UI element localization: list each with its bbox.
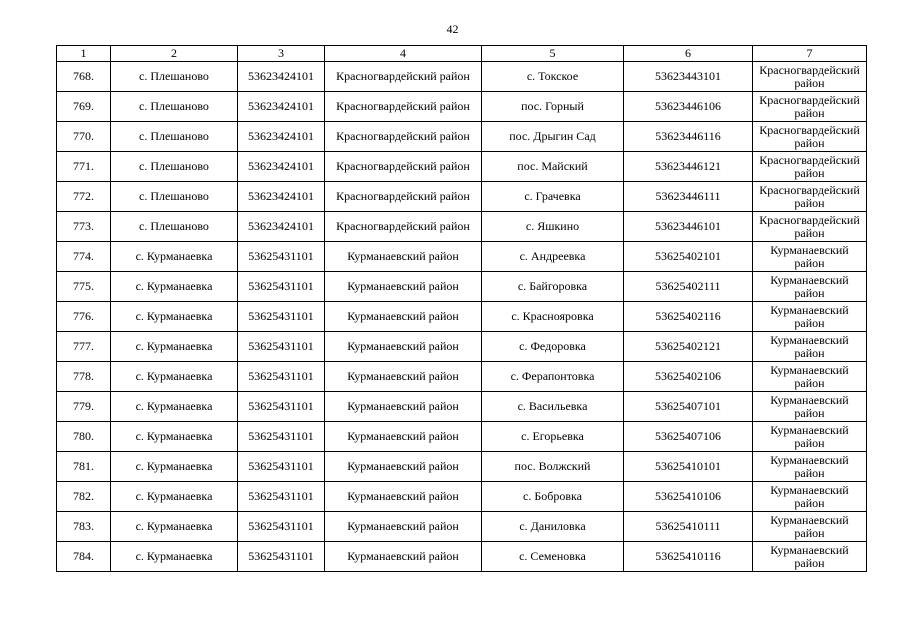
- column-header: 2: [111, 46, 238, 62]
- destination-settlement-cell: с. Васильевка: [482, 392, 624, 422]
- destination-settlement-cell: пос. Волжский: [482, 452, 624, 482]
- table-row: [57, 332, 867, 362]
- destination-district-cell: Красногвардейский район: [753, 62, 867, 92]
- destination-district-cell: Красногвардейский район: [753, 152, 867, 182]
- table-row: [57, 122, 867, 152]
- table-row: [57, 62, 867, 92]
- column-header: 6: [624, 46, 753, 62]
- origin-oktmo-cell: 53625431101: [238, 422, 325, 452]
- row-number-cell: 773.: [57, 212, 111, 242]
- column-header: 7: [753, 46, 867, 62]
- destination-district-cell: Курманаевский район: [753, 362, 867, 392]
- table-row: [57, 452, 867, 482]
- origin-oktmo-cell: 53623424101: [238, 62, 325, 92]
- table-row: [57, 152, 867, 182]
- table-row: [57, 182, 867, 212]
- origin-district-cell: Курманаевский район: [325, 362, 482, 392]
- origin-district-cell: Курманаевский район: [325, 272, 482, 302]
- origin-district-cell: Курманаевский район: [325, 542, 482, 572]
- destination-oktmo-cell: 53625402121: [624, 332, 753, 362]
- destination-settlement-cell: пос. Майский: [482, 152, 624, 182]
- column-header: 1: [57, 46, 111, 62]
- origin-settlement-cell: с. Курманаевка: [111, 452, 238, 482]
- destination-district-cell: Курманаевский район: [753, 242, 867, 272]
- destination-settlement-cell: с. Даниловка: [482, 512, 624, 542]
- table-row: [57, 392, 867, 422]
- origin-settlement-cell: с. Курманаевка: [111, 272, 238, 302]
- settlements-table: [56, 45, 867, 572]
- origin-settlement-cell: с. Курманаевка: [111, 332, 238, 362]
- destination-settlement-cell: с. Бобровка: [482, 482, 624, 512]
- destination-settlement-cell: с. Федоровка: [482, 332, 624, 362]
- origin-district-cell: Красногвардейский район: [325, 152, 482, 182]
- row-number-cell: 772.: [57, 182, 111, 212]
- destination-settlement-cell: с. Грачевка: [482, 182, 624, 212]
- origin-settlement-cell: с. Курманаевка: [111, 392, 238, 422]
- origin-settlement-cell: с. Плешаново: [111, 182, 238, 212]
- destination-oktmo-cell: 53623446106: [624, 92, 753, 122]
- table-row: [57, 302, 867, 332]
- origin-oktmo-cell: 53623424101: [238, 182, 325, 212]
- destination-district-cell: Красногвардейский район: [753, 212, 867, 242]
- origin-district-cell: Курманаевский район: [325, 512, 482, 542]
- destination-settlement-cell: с. Яшкино: [482, 212, 624, 242]
- origin-district-cell: Курманаевский район: [325, 422, 482, 452]
- destination-settlement-cell: с. Ферапонтовка: [482, 362, 624, 392]
- table-row: [57, 512, 867, 542]
- destination-district-cell: Курманаевский район: [753, 542, 867, 572]
- origin-oktmo-cell: 53623424101: [238, 152, 325, 182]
- origin-oktmo-cell: 53625431101: [238, 302, 325, 332]
- row-number-cell: 779.: [57, 392, 111, 422]
- destination-settlement-cell: пос. Горный: [482, 92, 624, 122]
- row-number-cell: 783.: [57, 512, 111, 542]
- origin-settlement-cell: с. Курманаевка: [111, 482, 238, 512]
- destination-district-cell: Курманаевский район: [753, 482, 867, 512]
- origin-district-cell: Курманаевский район: [325, 242, 482, 272]
- table-row: [57, 482, 867, 512]
- row-number-cell: 769.: [57, 92, 111, 122]
- destination-oktmo-cell: 53625402101: [624, 242, 753, 272]
- destination-district-cell: Курманаевский район: [753, 422, 867, 452]
- header-row: [57, 46, 867, 62]
- destination-district-cell: Курманаевский район: [753, 452, 867, 482]
- row-number-cell: 776.: [57, 302, 111, 332]
- destination-district-cell: Красногвардейский район: [753, 182, 867, 212]
- destination-oktmo-cell: 53625410106: [624, 482, 753, 512]
- table-row: [57, 362, 867, 392]
- origin-oktmo-cell: 53625431101: [238, 272, 325, 302]
- origin-district-cell: Курманаевский район: [325, 332, 482, 362]
- origin-oktmo-cell: 53623424101: [238, 212, 325, 242]
- destination-district-cell: Курманаевский район: [753, 392, 867, 422]
- row-number-cell: 775.: [57, 272, 111, 302]
- origin-district-cell: Красногвардейский район: [325, 62, 482, 92]
- destination-oktmo-cell: 53623446116: [624, 122, 753, 152]
- table-row: [57, 422, 867, 452]
- destination-settlement-cell: с. Краснояровка: [482, 302, 624, 332]
- row-number-cell: 781.: [57, 452, 111, 482]
- origin-oktmo-cell: 53623424101: [238, 122, 325, 152]
- origin-oktmo-cell: 53623424101: [238, 92, 325, 122]
- destination-district-cell: Курманаевский район: [753, 302, 867, 332]
- table-row: [57, 272, 867, 302]
- origin-district-cell: Красногвардейский район: [325, 122, 482, 152]
- destination-district-cell: Красногвардейский район: [753, 92, 867, 122]
- destination-oktmo-cell: 53625410101: [624, 452, 753, 482]
- origin-settlement-cell: с. Курманаевка: [111, 362, 238, 392]
- destination-oktmo-cell: 53625407106: [624, 422, 753, 452]
- origin-oktmo-cell: 53625431101: [238, 482, 325, 512]
- origin-district-cell: Курманаевский район: [325, 482, 482, 512]
- origin-district-cell: Красногвардейский район: [325, 212, 482, 242]
- destination-settlement-cell: с. Егорьевка: [482, 422, 624, 452]
- origin-settlement-cell: с. Плешаново: [111, 152, 238, 182]
- table-row: [57, 542, 867, 572]
- row-number-cell: 771.: [57, 152, 111, 182]
- destination-settlement-cell: пос. Дрыгин Сад: [482, 122, 624, 152]
- origin-settlement-cell: с. Плешаново: [111, 122, 238, 152]
- page-number: 42: [446, 22, 459, 36]
- origin-oktmo-cell: 53625431101: [238, 392, 325, 422]
- column-header: 4: [325, 46, 482, 62]
- destination-district-cell: Курманаевский район: [753, 512, 867, 542]
- row-number-cell: 774.: [57, 242, 111, 272]
- destination-oktmo-cell: 53623446121: [624, 152, 753, 182]
- destination-settlement-cell: с. Байгоровка: [482, 272, 624, 302]
- column-header: 3: [238, 46, 325, 62]
- destination-district-cell: Красногвардейский район: [753, 122, 867, 152]
- origin-oktmo-cell: 53625431101: [238, 512, 325, 542]
- origin-oktmo-cell: 53625431101: [238, 452, 325, 482]
- origin-district-cell: Красногвардейский район: [325, 92, 482, 122]
- destination-oktmo-cell: 53625410111: [624, 512, 753, 542]
- table-row: [57, 212, 867, 242]
- origin-district-cell: Курманаевский район: [325, 452, 482, 482]
- row-number-cell: 777.: [57, 332, 111, 362]
- destination-oktmo-cell: 53625402106: [624, 362, 753, 392]
- table-body: [57, 62, 867, 572]
- destination-oktmo-cell: 53625410116: [624, 542, 753, 572]
- origin-settlement-cell: с. Курманаевка: [111, 542, 238, 572]
- row-number-cell: 780.: [57, 422, 111, 452]
- table-row: [57, 92, 867, 122]
- origin-oktmo-cell: 53625431101: [238, 242, 325, 272]
- destination-settlement-cell: с. Андреевка: [482, 242, 624, 272]
- origin-oktmo-cell: 53625431101: [238, 542, 325, 572]
- origin-district-cell: Курманаевский район: [325, 392, 482, 422]
- destination-district-cell: Курманаевский район: [753, 332, 867, 362]
- table-row: [57, 242, 867, 272]
- origin-settlement-cell: с. Курманаевка: [111, 422, 238, 452]
- row-number-cell: 770.: [57, 122, 111, 152]
- destination-oktmo-cell: 53625402111: [624, 272, 753, 302]
- origin-oktmo-cell: 53625431101: [238, 332, 325, 362]
- destination-oktmo-cell: 53623446111: [624, 182, 753, 212]
- origin-settlement-cell: с. Курманаевка: [111, 512, 238, 542]
- row-number-cell: 778.: [57, 362, 111, 392]
- origin-settlement-cell: с. Курманаевка: [111, 302, 238, 332]
- origin-settlement-cell: с. Курманаевка: [111, 242, 238, 272]
- destination-oktmo-cell: 53623443101: [624, 62, 753, 92]
- origin-district-cell: Красногвардейский район: [325, 182, 482, 212]
- origin-settlement-cell: с. Плешаново: [111, 92, 238, 122]
- destination-oktmo-cell: 53625407101: [624, 392, 753, 422]
- row-number-cell: 784.: [57, 542, 111, 572]
- destination-district-cell: Курманаевский район: [753, 272, 867, 302]
- origin-oktmo-cell: 53625431101: [238, 362, 325, 392]
- column-header: 5: [482, 46, 624, 62]
- origin-settlement-cell: с. Плешаново: [111, 212, 238, 242]
- origin-district-cell: Курманаевский район: [325, 302, 482, 332]
- destination-settlement-cell: с. Токское: [482, 62, 624, 92]
- destination-oktmo-cell: 53623446101: [624, 212, 753, 242]
- destination-settlement-cell: с. Семеновка: [482, 542, 624, 572]
- row-number-cell: 782.: [57, 482, 111, 512]
- origin-settlement-cell: с. Плешаново: [111, 62, 238, 92]
- row-number-cell: 768.: [57, 62, 111, 92]
- destination-oktmo-cell: 53625402116: [624, 302, 753, 332]
